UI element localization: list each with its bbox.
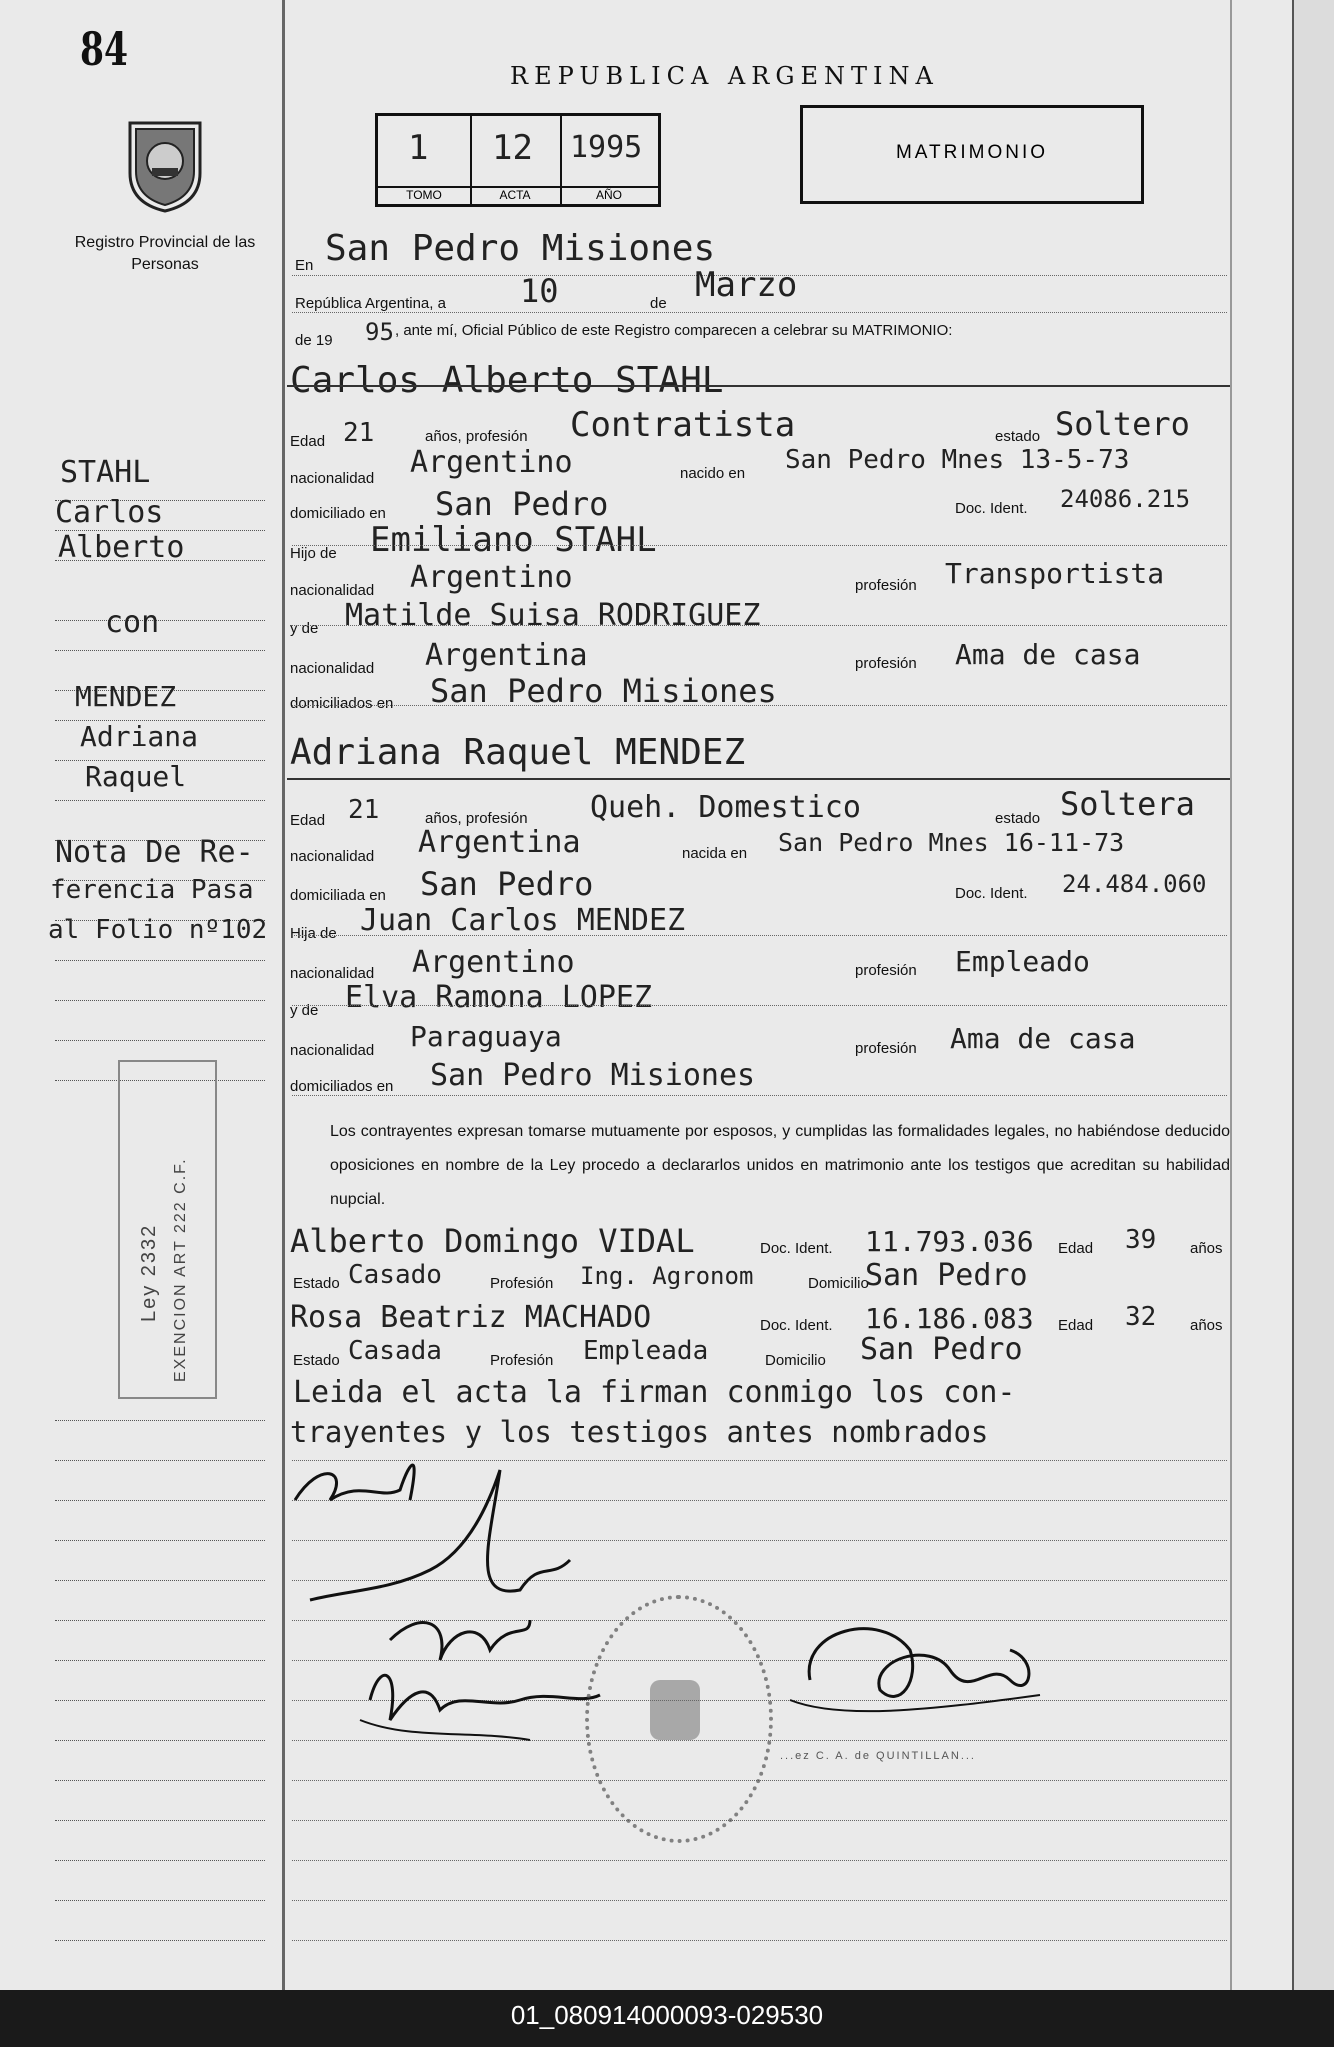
tomo-label: TOMO — [378, 186, 470, 202]
label-anios-prof: años, profesión — [425, 428, 528, 445]
groom-doc: 24086.215 — [1060, 485, 1191, 513]
label-estado: estado — [995, 428, 1041, 445]
label-profw2: Profesión — [490, 1352, 554, 1369]
bride-father-nat: Argentino — [412, 945, 575, 980]
exemption-stamp — [118, 1060, 217, 1399]
label-hijo: Hijo de — [290, 545, 337, 562]
witness1-status: Casado — [348, 1260, 442, 1290]
bride-doc: 24.484.060 — [1062, 870, 1207, 898]
acta-cell — [470, 116, 562, 204]
bride-nationality: Argentina — [418, 825, 581, 860]
label-doms2: domiciliados en — [290, 1078, 394, 1095]
label-aniosw2: años — [1190, 1317, 1223, 1334]
label-nac6: nacionalidad — [290, 1042, 375, 1059]
groom-nationality: Argentino — [410, 445, 573, 480]
document-id: 01_080914000093-029530 — [510, 2000, 824, 2030]
anio-label: AÑO — [560, 186, 658, 202]
label-estw1: Estado — [293, 1275, 340, 1292]
witness2-age: 32 — [1125, 1302, 1157, 1332]
label-domo: domiciliado en — [290, 505, 386, 522]
label-yde2: y de — [290, 1002, 319, 1019]
label-anios-prof2: años, profesión — [425, 810, 528, 827]
declaration-text: Los contrayentes expresan tomarse mutuamente por esposos, y cumplidas las formalidades legales, no habiéndose deducido oposiciones en nombre de la Ley procedo a declararlos unidos en matrimonio ante los testigos que acreditan su habilidad nupcial. — [330, 1123, 1230, 1208]
label-doc2: Doc. Ident. — [955, 885, 1028, 902]
margin-name4: Raquel — [85, 760, 187, 793]
bride-status: Soltera — [1060, 785, 1195, 823]
bride-birthplace: San Pedro Mnes 16-11-73 — [778, 828, 1125, 857]
groom-profession: Contratista — [570, 405, 796, 445]
signature-officer — [780, 1600, 1060, 1760]
bride-father: Juan Carlos MENDEZ — [360, 903, 686, 938]
groom-mother: Matilde Suisa RODRIGUEZ — [345, 598, 761, 633]
witness1-doc: 11.793.036 — [865, 1225, 1034, 1258]
bride-age: 21 — [348, 795, 380, 825]
margin-surname: STAHL — [60, 455, 151, 490]
groom-name: Carlos Alberto STAHL — [290, 360, 724, 401]
margin-con: con — [105, 605, 160, 640]
groom-address: San Pedro — [435, 485, 609, 523]
act-type-box — [800, 105, 1144, 204]
label-profw1: Profesión — [490, 1275, 554, 1292]
margin-name3: Adriana — [80, 720, 199, 753]
label-edad2: Edad — [290, 812, 326, 829]
bride-mother-nat: Paraguaya — [410, 1020, 562, 1053]
groom-status: Soltero — [1055, 405, 1190, 443]
bride-mother-prof: Ama de casa — [950, 1022, 1136, 1055]
label-edadw1: Edad — [1058, 1240, 1094, 1257]
stamp-law: Ley 2332 — [138, 1223, 160, 1322]
bride-name: Adriana Raquel MENDEZ — [290, 732, 746, 773]
margin-surname2: MENDEZ — [75, 680, 177, 713]
label-nac: nacionalidad — [290, 470, 375, 487]
label-de19: de 19 — [295, 332, 333, 349]
anio-cell — [560, 116, 658, 204]
bride-profession: Queh. Domestico — [590, 790, 861, 825]
witness2-name: Rosa Beatriz MACHADO — [290, 1300, 652, 1335]
label-nac3: nacionalidad — [290, 660, 375, 677]
stamp-exemption: EXENCION ART 222 C.F. — [172, 1157, 189, 1382]
label-yde: y de — [290, 620, 319, 637]
stamp-center — [650, 1680, 700, 1740]
month: Marzo — [695, 265, 798, 305]
label-doms: domiciliados en — [290, 695, 394, 712]
margin-name1: Carlos — [55, 495, 164, 530]
groom-father: Emiliano STAHL — [370, 520, 657, 560]
day: 10 — [520, 272, 559, 310]
bride-parents-address: San Pedro Misiones — [430, 1058, 756, 1093]
label-nacida: nacida en — [682, 845, 748, 862]
right-rule — [1230, 0, 1232, 1990]
witness1-prof: Ing. Agronom — [580, 1262, 754, 1290]
page-edge — [1292, 0, 1334, 1990]
label-de: de — [650, 295, 667, 312]
label-prof3: profesión — [855, 962, 917, 979]
witness1-age: 39 — [1125, 1225, 1157, 1255]
signatures-left — [290, 1440, 610, 1770]
closing-line1: Leida el acta la firman conmigo los con- — [293, 1375, 1016, 1410]
label-doma: domiciliada en — [290, 887, 386, 904]
label-nac4: nacionalidad — [290, 848, 375, 865]
witness1-name: Alberto Domingo VIDAL — [290, 1222, 695, 1260]
year-suffix: 95 — [365, 318, 394, 346]
label-edadw2: Edad — [1058, 1317, 1094, 1334]
country-title: REPUBLICA ARGENTINA — [510, 62, 939, 90]
margin-note3: al Folio nº102 — [48, 915, 268, 945]
closing-line2: trayentes y los testigos antes nombrados — [290, 1415, 989, 1449]
bride-father-prof: Empleado — [955, 945, 1090, 978]
label-domw1: Domicilio — [808, 1275, 869, 1292]
label-docw2: Doc. Ident. — [760, 1317, 833, 1334]
groom-age: 21 — [343, 418, 375, 448]
label-prof4: profesión — [855, 1040, 917, 1057]
registry-name: Registro Provincial de las Personas — [74, 234, 256, 273]
witness2-doc: 16.186.083 — [865, 1302, 1034, 1335]
label-aniosw1: años — [1190, 1240, 1223, 1257]
label-domw2: Domicilio — [765, 1352, 826, 1369]
provincial-seal-icon — [122, 113, 208, 213]
label-prof: profesión — [855, 577, 917, 594]
tomo-acta-box — [375, 113, 661, 207]
groom-parents-address: San Pedro Misiones — [430, 672, 777, 710]
groom-father-prof: Transportista — [945, 557, 1165, 590]
margin-note1: Nota De Re- — [55, 835, 254, 870]
label-estado2: estado — [995, 810, 1041, 827]
acta-label: ACTA — [470, 186, 560, 202]
groom-birthplace: San Pedro Mnes 13-5-73 — [785, 445, 1130, 475]
witness2-address: San Pedro — [860, 1332, 1023, 1367]
official-printed-name: ...ez C. A. de QUINTILLAN... — [780, 1750, 976, 1762]
label-nac5: nacionalidad — [290, 965, 375, 982]
label-prof2: profesión — [855, 655, 917, 672]
witness2-status: Casada — [348, 1336, 442, 1366]
groom-mother-nat: Argentina — [425, 638, 588, 673]
page-number: 84 — [80, 22, 129, 76]
appear-text: , ante mí, Oficial Público de este Registro comparecen a celebrar su MATRIMONIO: — [395, 322, 953, 339]
label-edad: Edad — [290, 433, 326, 450]
margin-name2: Alberto — [58, 530, 185, 565]
label-nacido: nacido en — [680, 465, 746, 482]
label-rep: República Argentina, a — [295, 295, 446, 312]
bride-address: San Pedro — [420, 865, 594, 903]
label-hija: Hija de — [290, 925, 337, 942]
label-estw2: Estado — [293, 1352, 340, 1369]
margin-divider — [282, 0, 285, 1990]
witness2-prof: Empleada — [583, 1336, 709, 1366]
label-docw1: Doc. Ident. — [760, 1240, 833, 1257]
place: San Pedro Misiones — [325, 228, 716, 269]
groom-mother-prof: Ama de casa — [955, 638, 1141, 671]
label-doc: Doc. Ident. — [955, 500, 1028, 517]
act-type-label: MATRIMONIO — [895, 142, 1049, 163]
acta-value: 12 — [492, 128, 533, 168]
groom-father-nat: Argentino — [410, 560, 573, 595]
margin-note2: ferencia Pasa — [50, 875, 254, 905]
anio-value: 1995 — [570, 130, 643, 165]
tomo-cell — [378, 116, 472, 204]
tomo-value: 1 — [408, 128, 429, 168]
label-nac2: nacionalidad — [290, 582, 375, 599]
label-en: En — [295, 257, 314, 274]
witness1-address: San Pedro — [865, 1258, 1028, 1293]
bride-mother: Elva Ramona LOPEZ — [345, 980, 653, 1015]
